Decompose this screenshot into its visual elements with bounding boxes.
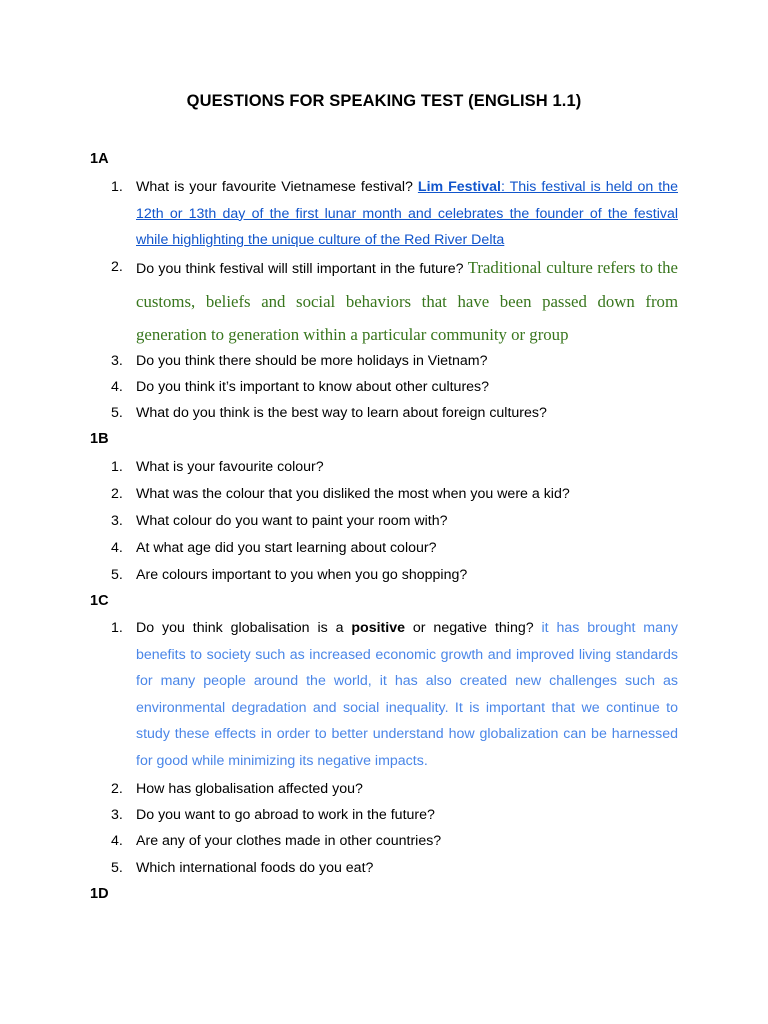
list-item — [111, 855, 678, 882]
list-item — [111, 615, 678, 774]
question-text: Which international foods do you eat? — [136, 860, 374, 876]
item-number: 5. — [111, 405, 123, 421]
question-text: What is your favourite colour? — [136, 459, 324, 475]
section-label-1a: 1A — [90, 151, 109, 167]
list-item — [111, 252, 678, 353]
question-text: Are colours important to you when you go shopping? — [136, 567, 468, 583]
question-text: What was the colour that you disliked the most when you were a kid? — [136, 486, 570, 502]
question-text: Are any of your clothes made in other countries? — [136, 833, 442, 849]
list-item — [111, 508, 678, 535]
item-number: 4. — [111, 540, 123, 556]
emphasis-word: positive — [351, 620, 406, 636]
question-text: Do you think there should be more holidays in Vietnam? — [136, 353, 488, 369]
item-number: 2. — [111, 486, 123, 502]
festival-link[interactable]: Lim Festival — [417, 179, 501, 195]
question-text: Do you think it’s important to know about other cultures? — [136, 379, 490, 395]
list-item — [111, 454, 678, 481]
list-item — [111, 802, 678, 829]
item-number: 2. — [111, 259, 123, 275]
question-text: Do you think festival will still important in the future? — [136, 261, 468, 277]
item-number: 2. — [111, 781, 123, 797]
item-number: 1. — [111, 459, 123, 475]
festival-description-link[interactable]: : This festival is held on the 12th or 13th day of the first lunar month and celebrates the founder of the festival while highlighting the unique culture of the Red River Delta — [136, 179, 678, 248]
section-label-1c: 1C — [90, 593, 109, 609]
question-text: Do you want to go abroad to work in the future? — [136, 807, 435, 823]
list-item — [111, 481, 678, 508]
list-item — [111, 828, 678, 855]
item-number: 5. — [111, 567, 123, 583]
list-item — [111, 535, 678, 562]
question-text: or negative thing? — [405, 620, 542, 636]
question-text: What do you think is the best way to learn about foreign cultures? — [136, 405, 547, 421]
list-item — [111, 400, 678, 427]
page-title: QUESTIONS FOR SPEAKING TEST (ENGLISH 1.1) — [186, 92, 582, 110]
item-number: 3. — [111, 353, 123, 369]
item-number: 5. — [111, 860, 123, 876]
question-body — [136, 615, 678, 774]
list-item — [111, 174, 678, 254]
list-item — [111, 562, 678, 589]
answer-text: Traditional culture refers to the customs, beliefs and social behaviors that have been passed down from generation to generation within a particular community or group — [136, 258, 678, 344]
item-number: 4. — [111, 379, 123, 395]
item-number: 1. — [111, 179, 123, 195]
question-text: What colour do you want to paint your room with? — [136, 513, 448, 529]
question-body — [136, 174, 678, 254]
question-text: Do you think globalisation is a — [136, 620, 352, 636]
item-number: 4. — [111, 833, 123, 849]
question-text: At what age did you start learning about colour? — [136, 540, 437, 556]
item-number: 1. — [111, 620, 123, 636]
question-text: What is your favourite Vietnamese festival? — [136, 179, 418, 195]
answer-text: it has brought many benefits to society such as increased economic growth and improved living standards for many people around the world, it has also created new challenges such as environmental degradation and social inequality. It is important that we continue to study these effects in order to better understand how globalization can be harnessed for good while minimizing its negative impacts. — [136, 620, 678, 769]
section-label-1b: 1B — [90, 431, 109, 447]
question-text: How has globalisation affected you? — [136, 781, 363, 797]
list-item — [111, 776, 678, 803]
section-label-1d: 1D — [90, 886, 109, 902]
question-body — [136, 252, 678, 353]
item-number: 3. — [111, 807, 123, 823]
item-number: 3. — [111, 513, 123, 529]
list-item — [111, 374, 678, 401]
list-item — [111, 348, 678, 375]
